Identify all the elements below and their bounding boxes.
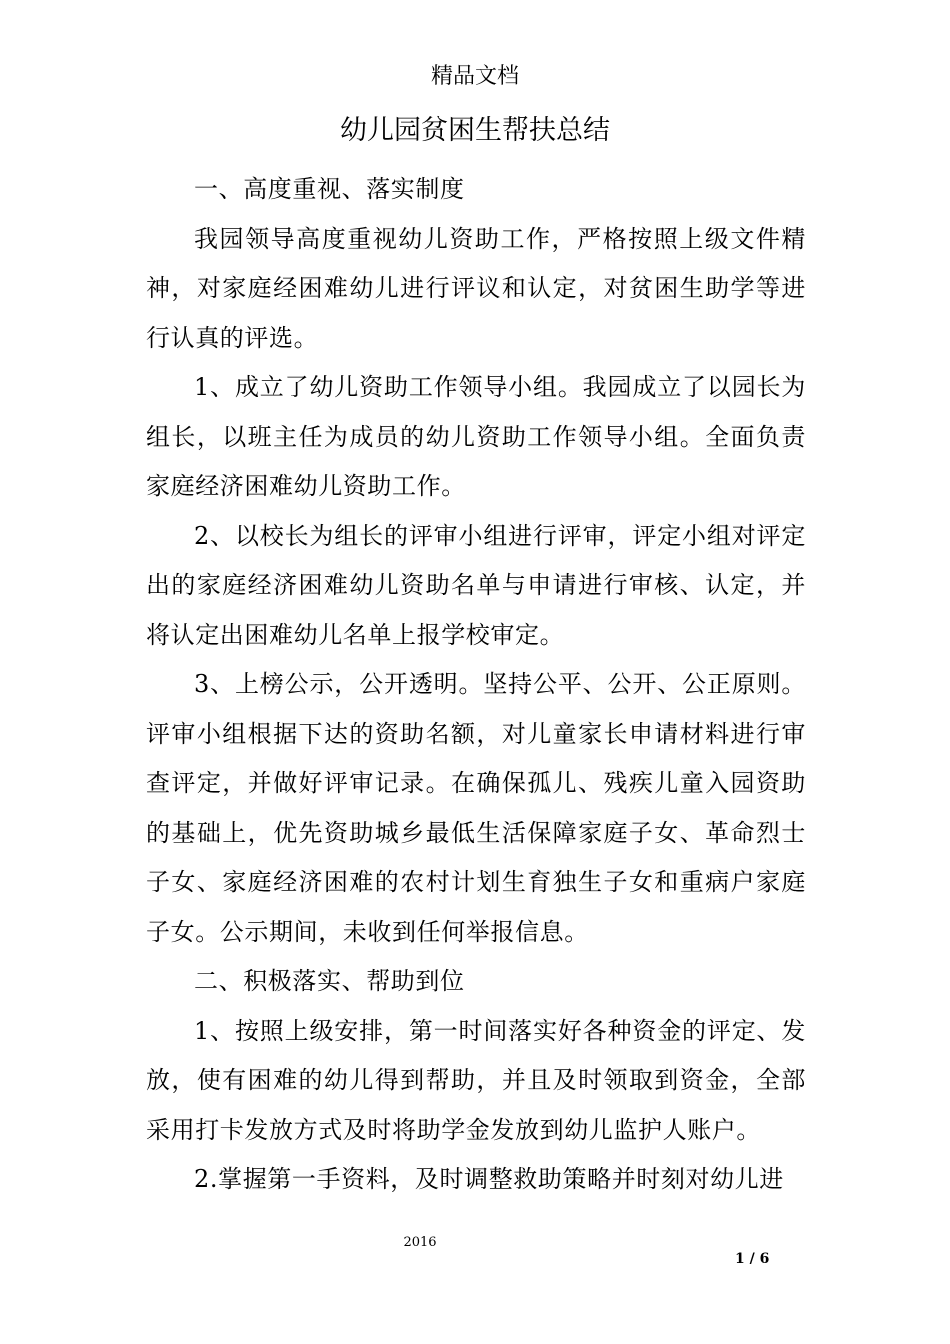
paragraph-item-1: 1、成立了幼儿资助工作领导小组。我园成立了以园长为组长，以班主任为成员的幼儿资助工作领导小组。全面负责家庭经济困难幼儿资助工作。	[146, 373, 806, 500]
section-heading-1: 一、高度重视、落实制度	[194, 175, 465, 203]
document-body	[146, 165, 806, 1205]
header-label: 精品文档	[430, 64, 519, 89]
document-title: 幼儿园贫困生帮扶总结	[340, 115, 610, 146]
paragraph-item-4: 1、按照上级安排，第一时间落实好各种资金的评定、发放，使有困难的幼儿得到帮助，并且及时领取到资金，全部采用打卡发放方式及时将助学金发放到幼儿监护人账户。	[146, 1016, 806, 1144]
paragraph-item-2: 2、以校长为组长的评审小组进行评审，评定小组对评定出的家庭经济困难幼儿资助名单与申请进行审核、认定，并将认定出困难幼儿名单上报学校审定。	[146, 521, 806, 649]
page-number: 1 / 6	[735, 1251, 770, 1267]
footer-year: 2016	[403, 1235, 437, 1250]
paragraph-item-5: 2.掌握第一手资料，及时调整救助策略并时刻对幼儿进	[194, 1165, 784, 1193]
paragraph-item-3: 3、上榜公示，公开透明。坚持公平、公开、公正原则。评审小组根据下达的资助名额，对儿童家长申请材料进行审查评定，并做好评审记录。在确保孤儿、残疾儿童入园资助的基础上，优先资助城乡最低生活保障家庭子女、革命烈士子女、家庭经济困难的农村计划生育独生子女和重病户家庭子女。公示期间，未收到任何举报信息。	[146, 670, 806, 946]
section-heading-2: 二、积极落实、帮助到位	[194, 967, 465, 995]
paragraph-intro: 我园领导高度重视幼儿资助工作，严格按照上级文件精神，对家庭经困难幼儿进行评议和认定，对贫困生助学等进行认真的评选。	[146, 224, 806, 352]
